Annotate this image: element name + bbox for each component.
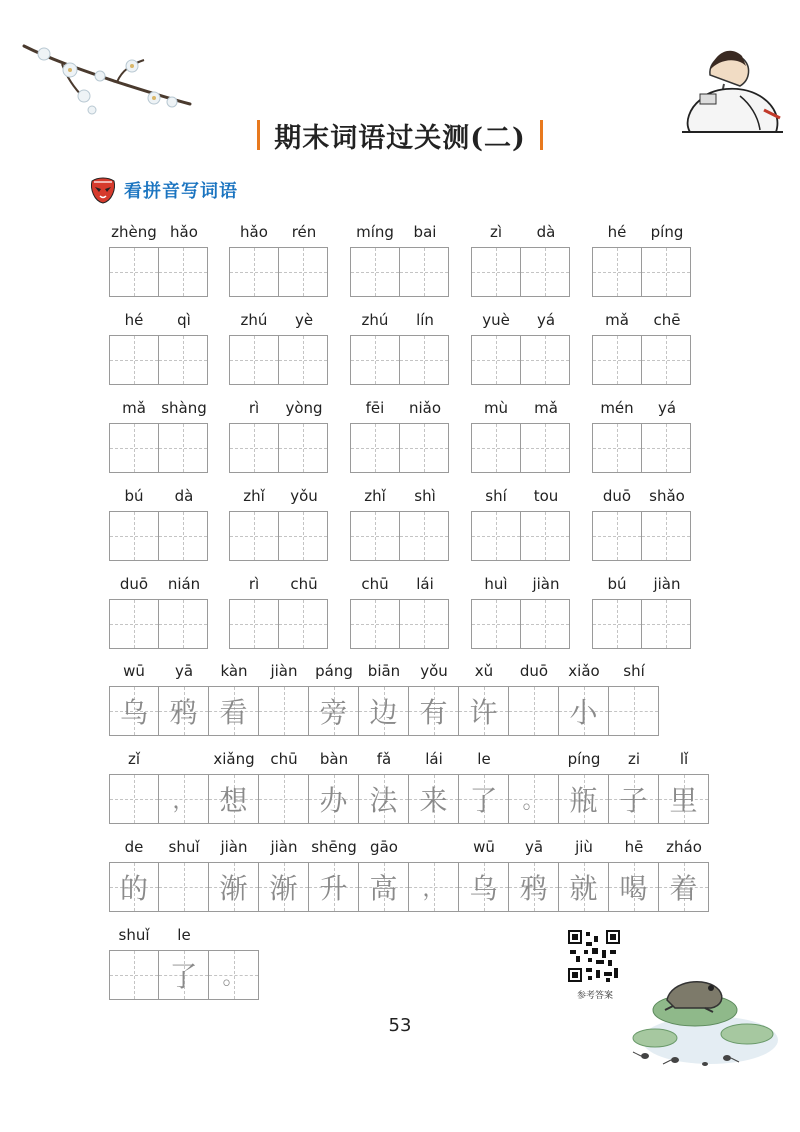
writing-cell[interactable] <box>400 512 448 560</box>
sentence-char: ， <box>422 876 445 902</box>
writing-cell[interactable] <box>110 336 159 384</box>
title-bar-left <box>257 120 260 150</box>
pinyin-syllable: duō <box>602 487 632 505</box>
pinyin-syllable: yá <box>657 399 677 417</box>
sentence-blank-cell[interactable] <box>109 950 159 1000</box>
sentence-char-cell <box>158 774 209 824</box>
pinyin-syllable: mǎ <box>534 399 558 417</box>
frog-on-lotus-illustration <box>615 960 780 1070</box>
writing-cell[interactable] <box>110 600 159 648</box>
sentence-char: 瓶 <box>569 784 598 817</box>
pinyin-syllable: niǎo <box>408 399 442 417</box>
sentence-char: 了 <box>169 960 198 993</box>
page-title: 期末词语过关测(二) <box>274 122 526 154</box>
sentence-char: 渐 <box>219 872 248 905</box>
pinyin-syllable: lín <box>416 311 434 329</box>
section-heading <box>88 174 238 206</box>
word-writing-box[interactable] <box>350 247 449 297</box>
pinyin-row <box>0 575 800 595</box>
sentence-pinyin: gāo <box>370 838 398 856</box>
pinyin-syllable: jiàn <box>532 575 560 593</box>
pinyin-syllable: nián <box>167 575 201 593</box>
sentence-pinyin: jiàn <box>270 662 298 680</box>
sentence-char-cell <box>508 862 559 912</box>
writing-cell[interactable] <box>230 424 279 472</box>
sentence-pinyin: chū <box>270 750 298 768</box>
pinyin-syllable: fēi <box>365 399 385 417</box>
pinyin-syllable: bú <box>124 487 144 505</box>
pinyin-syllable: chē <box>653 311 681 329</box>
writing-cell[interactable] <box>279 336 327 384</box>
opera-mask-icon <box>88 175 118 205</box>
writing-cell[interactable] <box>230 600 279 648</box>
writing-cell[interactable] <box>159 336 207 384</box>
sentence-pinyin: jiàn <box>270 838 298 856</box>
pinyin-syllable: yè <box>294 311 314 329</box>
pinyin-syllable: hé <box>124 311 144 329</box>
pinyin-syllable: lái <box>416 575 434 593</box>
word-box-row <box>0 247 800 297</box>
sentence-char <box>259 775 308 823</box>
pinyin-syllable: dà <box>536 223 556 241</box>
pinyin-syllable: zhǐ <box>243 487 265 505</box>
pinyin-row <box>0 311 800 331</box>
pinyin-row <box>0 223 800 243</box>
writing-cell[interactable] <box>110 424 159 472</box>
word-writing-box[interactable] <box>109 423 208 473</box>
writing-cell[interactable] <box>400 600 448 648</box>
word-writing-box[interactable] <box>350 599 449 649</box>
pinyin-syllable: píng <box>650 223 684 241</box>
pinyin-row <box>0 487 800 507</box>
sentence-char-cell <box>358 686 409 736</box>
sentence-char-cell <box>308 774 359 824</box>
pinyin-syllable: yuè <box>482 311 510 329</box>
sentence-char: 就 <box>569 872 598 905</box>
word-writing-box[interactable] <box>471 599 570 649</box>
writing-cell[interactable] <box>593 424 642 472</box>
pinyin-syllable: zhǐ <box>364 487 386 505</box>
writing-cell[interactable] <box>642 336 690 384</box>
word-writing-box[interactable] <box>229 335 328 385</box>
word-writing-box[interactable] <box>592 511 691 561</box>
pinyin-syllable: yòng <box>285 399 323 417</box>
sentence-char-cell <box>308 862 359 912</box>
sentence-char-cell <box>258 862 309 912</box>
sentence-char-cell <box>558 862 609 912</box>
sentence-blank-cell[interactable] <box>158 862 209 912</box>
pinyin-syllable: shì <box>414 487 436 505</box>
word-writing-box[interactable] <box>471 247 570 297</box>
sentence-pinyin: kàn <box>220 662 248 680</box>
sentence-pinyin: le <box>477 750 491 768</box>
pinyin-syllable: shí <box>485 487 507 505</box>
pinyin-syllable: shàng <box>161 399 207 417</box>
sentence-char: 的 <box>119 872 148 905</box>
sentence-pinyin: yā <box>524 838 544 856</box>
sentence-pinyin: yā <box>174 662 194 680</box>
pinyin-syllable: rén <box>291 223 317 241</box>
sentence-pinyin: wū <box>473 838 495 856</box>
sentence-pinyin: de <box>124 838 144 856</box>
writing-cell[interactable] <box>642 600 690 648</box>
sentence-pinyin: hē <box>624 838 644 856</box>
writing-cell[interactable] <box>472 600 521 648</box>
sentence-char-cell <box>358 862 409 912</box>
sentence-char-cell <box>608 774 659 824</box>
sentence-char-cell <box>158 950 209 1000</box>
sentence-char-cell <box>458 686 509 736</box>
pinyin-syllable: mǎ <box>605 311 629 329</box>
word-writing-box[interactable] <box>471 335 570 385</box>
word-box-row <box>0 335 800 385</box>
sentence-char-cell <box>458 862 509 912</box>
pinyin-syllable: mén <box>600 399 634 417</box>
sentence-pinyin: zi <box>627 750 641 768</box>
sentence-char: 高 <box>369 872 398 905</box>
sentence-char-cell <box>109 862 159 912</box>
word-writing-box[interactable] <box>471 423 570 473</box>
writing-cell[interactable] <box>521 512 569 560</box>
pinyin-syllable: bú <box>607 575 627 593</box>
sentence-cell-row <box>0 862 800 912</box>
writing-cell[interactable] <box>159 600 207 648</box>
sentence-char: 乌 <box>469 872 498 905</box>
sentence-pinyin-row <box>0 662 800 682</box>
sentence-char <box>110 775 158 823</box>
title-area <box>0 112 800 158</box>
writing-cell[interactable] <box>472 512 521 560</box>
pinyin-syllable: yá <box>536 311 556 329</box>
sentence-pinyin-row <box>0 750 800 770</box>
writing-cell[interactable] <box>400 248 448 296</box>
section-title: 看拼音写词语 <box>124 181 238 202</box>
sentence-char: 法 <box>369 784 398 817</box>
sentence-char: 办 <box>319 784 348 817</box>
sentence-char-cell <box>558 774 609 824</box>
sentence-char: 边 <box>369 696 398 729</box>
sentence-pinyin: shuǐ <box>118 926 150 944</box>
sentence-pinyin: fǎ <box>376 750 392 768</box>
pinyin-syllable: bai <box>413 223 437 241</box>
sentence-char: 看 <box>219 696 248 729</box>
writing-cell[interactable] <box>159 512 207 560</box>
sentence-char-cell <box>308 686 359 736</box>
sentence-pinyin: yǒu <box>420 662 448 680</box>
writing-cell[interactable] <box>400 424 448 472</box>
pinyin-syllable: mù <box>483 399 509 417</box>
sentence-char <box>110 951 158 999</box>
pinyin-syllable: hé <box>607 223 627 241</box>
word-writing-box[interactable] <box>229 599 328 649</box>
sentence-char: 。 <box>522 788 545 814</box>
sentence-blank-cell[interactable] <box>608 686 659 736</box>
sentence-char: 小 <box>569 696 598 729</box>
sentence-char: 旁 <box>319 696 348 729</box>
writing-cell[interactable] <box>521 248 569 296</box>
sentence-blank-cell[interactable] <box>109 774 159 824</box>
sentence-char: 升 <box>319 872 348 905</box>
sentence-pinyin: biān <box>367 662 401 680</box>
word-writing-box[interactable] <box>109 247 208 297</box>
sentence-pinyin: xiǎo <box>568 662 600 680</box>
sentence-pinyin: bàn <box>319 750 349 768</box>
writing-cell[interactable] <box>159 424 207 472</box>
pinyin-syllable: zì <box>489 223 503 241</box>
writing-cell[interactable] <box>521 336 569 384</box>
qr-caption: 参考答案 <box>576 991 613 1001</box>
pinyin-syllable: shǎo <box>649 487 685 505</box>
sentence-char-cell <box>208 774 259 824</box>
writing-cell[interactable] <box>521 600 569 648</box>
pinyin-syllable: mǎ <box>122 399 146 417</box>
sentence-char: 喝 <box>619 872 648 905</box>
sentence-blank-cell[interactable] <box>258 686 309 736</box>
sentence-pinyin: duō <box>519 662 549 680</box>
pinyin-syllable: jiàn <box>653 575 681 593</box>
word-box-row <box>0 511 800 561</box>
writing-cell[interactable] <box>593 336 642 384</box>
word-writing-box[interactable] <box>350 511 449 561</box>
sentence-char-cell <box>208 950 259 1000</box>
writing-cell[interactable] <box>230 248 279 296</box>
writing-cell[interactable] <box>642 248 690 296</box>
writing-cell[interactable] <box>279 600 327 648</box>
pinyin-syllable: dà <box>174 487 194 505</box>
sentence-pinyin-row <box>0 838 800 858</box>
sentence-char-cell <box>658 774 709 824</box>
sentence-char: 来 <box>419 784 448 817</box>
sentence-pinyin: xǔ <box>474 662 494 680</box>
sentence-char-cell <box>408 862 459 912</box>
page-number: 53 <box>388 1015 412 1036</box>
word-writing-box[interactable] <box>592 335 691 385</box>
sentence-pinyin: shuǐ <box>168 838 200 856</box>
pinyin-syllable: zhú <box>361 311 389 329</box>
pinyin-syllable: rì <box>248 575 260 593</box>
writing-cell[interactable] <box>110 512 159 560</box>
pinyin-syllable: yǒu <box>290 487 318 505</box>
sentence-pinyin: zǐ <box>127 750 141 768</box>
word-writing-box[interactable] <box>229 511 328 561</box>
word-box-row <box>0 423 800 473</box>
word-writing-box[interactable] <box>350 423 449 473</box>
sentence-cell-row <box>0 686 800 736</box>
sentence-pinyin: wū <box>123 662 145 680</box>
sentence-char: 子 <box>619 784 648 817</box>
sentence-char: 鸦 <box>519 872 548 905</box>
sentence-char: 着 <box>669 872 698 905</box>
sentence-char: 有 <box>419 696 448 729</box>
pinyin-syllable: tou <box>533 487 559 505</box>
sentence-pinyin: lǐ <box>679 750 689 768</box>
writing-cell[interactable] <box>351 424 400 472</box>
sentence-pinyin: lái <box>425 750 443 768</box>
sentence-char <box>609 687 658 735</box>
writing-cell[interactable] <box>159 248 207 296</box>
sentence-char-cell <box>458 774 509 824</box>
sentence-char <box>259 687 308 735</box>
sentence-char-cell <box>158 686 209 736</box>
writing-cell[interactable] <box>593 248 642 296</box>
pinyin-syllable: qì <box>177 311 191 329</box>
sentence-char: 想 <box>219 784 248 817</box>
sentence-char: 许 <box>469 696 498 729</box>
pinyin-syllable: duō <box>119 575 149 593</box>
writing-cell[interactable] <box>279 248 327 296</box>
pinyin-syllable: míng <box>356 223 394 241</box>
sentence-char-cell <box>558 686 609 736</box>
pinyin-syllable: chū <box>290 575 318 593</box>
sentence-char-cell <box>208 686 259 736</box>
sentence-pinyin: páng <box>315 662 353 680</box>
writing-cell[interactable] <box>472 248 521 296</box>
writing-cell[interactable] <box>230 512 279 560</box>
writing-cell[interactable] <box>351 600 400 648</box>
sentence-char-cell <box>408 686 459 736</box>
word-writing-box[interactable] <box>592 599 691 649</box>
sentence-pinyin-row <box>0 926 800 946</box>
sentence-pinyin: jiù <box>575 838 593 856</box>
word-writing-box[interactable] <box>109 335 208 385</box>
word-writing-box[interactable] <box>592 423 691 473</box>
pinyin-row <box>0 399 800 419</box>
writing-cell[interactable] <box>642 512 690 560</box>
writing-cell[interactable] <box>279 512 327 560</box>
writing-cell[interactable] <box>642 424 690 472</box>
sentence-pinyin: píng <box>567 750 601 768</box>
writing-cell[interactable] <box>230 336 279 384</box>
sentence-pinyin: jiàn <box>220 838 248 856</box>
pinyin-syllable: chū <box>361 575 389 593</box>
sentence-pinyin: xiǎng <box>213 750 255 768</box>
writing-cell[interactable] <box>351 512 400 560</box>
sentence-char: 。 <box>222 964 245 990</box>
sentence-char: 了 <box>469 784 498 817</box>
word-writing-box[interactable] <box>471 511 570 561</box>
sentence-char: 里 <box>669 784 698 817</box>
writing-cell[interactable] <box>472 336 521 384</box>
word-writing-box[interactable] <box>229 247 328 297</box>
sentence-pinyin: shēng <box>311 838 357 856</box>
word-writing-box[interactable] <box>592 247 691 297</box>
title-bar-right <box>540 120 543 150</box>
writing-cell[interactable] <box>351 248 400 296</box>
pinyin-syllable: hǎo <box>170 223 198 241</box>
sentence-blank-cell[interactable] <box>258 774 309 824</box>
sentence-char <box>159 863 208 911</box>
pinyin-syllable: rì <box>248 399 260 417</box>
word-writing-box[interactable] <box>229 423 328 473</box>
sentence-char <box>509 687 558 735</box>
sentence-char: 乌 <box>119 696 148 729</box>
sentence-blank-cell[interactable] <box>508 686 559 736</box>
writing-cell[interactable] <box>472 424 521 472</box>
pinyin-syllable: huì <box>484 575 508 593</box>
sentence-char-cell <box>358 774 409 824</box>
writing-cell[interactable] <box>593 512 642 560</box>
sentence-char: 渐 <box>269 872 298 905</box>
sentence-cell-row <box>0 774 800 824</box>
pinyin-syllable: zhèng <box>111 223 157 241</box>
writing-cell[interactable] <box>279 424 327 472</box>
word-writing-box[interactable] <box>109 599 208 649</box>
sentence-char-cell <box>408 774 459 824</box>
pinyin-syllable: hǎo <box>240 223 268 241</box>
word-writing-box[interactable] <box>350 335 449 385</box>
pinyin-syllable: zhú <box>240 311 268 329</box>
sentence-char-cell <box>508 774 559 824</box>
writing-cell[interactable] <box>110 248 159 296</box>
sentence-char: ， <box>172 788 195 814</box>
word-writing-box[interactable] <box>109 511 208 561</box>
sentence-char-cell <box>608 862 659 912</box>
sentence-char-cell <box>208 862 259 912</box>
writing-cell[interactable] <box>400 336 448 384</box>
sentence-pinyin: shí <box>623 662 645 680</box>
sentence-pinyin: le <box>177 926 191 944</box>
sentence-char-cell <box>109 686 159 736</box>
sentence-pinyin: zháo <box>666 838 702 856</box>
qr-code[interactable] <box>566 928 622 984</box>
writing-cell[interactable] <box>593 600 642 648</box>
writing-cell[interactable] <box>521 424 569 472</box>
sentence-char-cell <box>658 862 709 912</box>
writing-cell[interactable] <box>351 336 400 384</box>
word-box-row <box>0 599 800 649</box>
sentence-char: 鸦 <box>169 696 198 729</box>
